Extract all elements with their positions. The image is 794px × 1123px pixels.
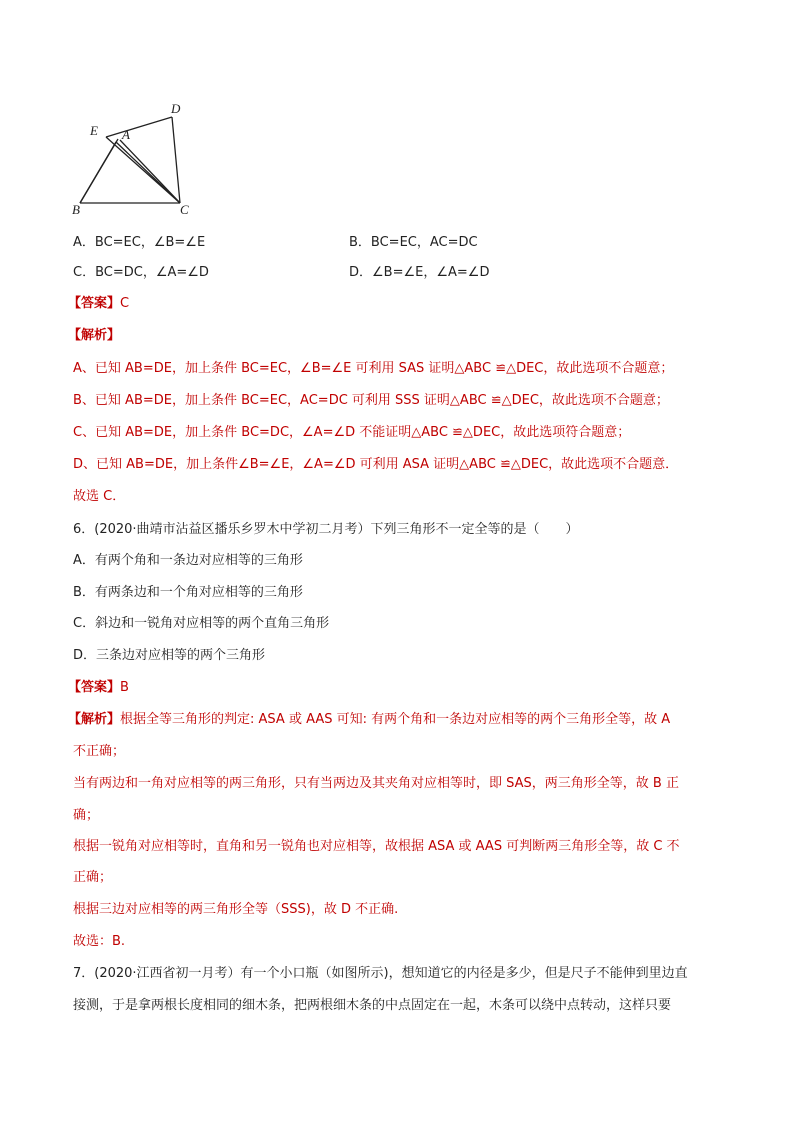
segment-DC <box>172 117 180 203</box>
q7-stem-line: 7．(2020·江西省初一月考）有一个小口瓶（如图所示)，想知道它的内径是多少，但是尺子不能伸到里边直 <box>73 966 688 981</box>
q5-analysis-line: C、已知 AB=DE，加上条件 BC=DC，∠A=∠D 不能证明△ABC ≌△DEC，故此选项符合题意； <box>73 425 631 440</box>
label-E: E <box>90 123 98 138</box>
label-C: C <box>180 202 189 217</box>
q6-option: A．有两个角和一条边对应相等的三角形 <box>73 553 303 568</box>
analysis-text: 根据全等三角形的判定: ASA 或 AAS 可知: 有两个角和一条边对应相等的两个三角形全等，故 A <box>120 712 671 727</box>
label-B: B <box>72 202 80 217</box>
q6-analysis-line: 当有两边和一角对应相等的两三角形，只有当两边及其夹角对应相等时，即 SAS，两三角形全等，故 B 正 <box>73 776 679 791</box>
triangle-figure <box>60 95 210 220</box>
q5-option-b: B．BC=EC，AC=DC <box>349 235 478 250</box>
q6-analysis-line: 正确； <box>73 870 113 885</box>
segment-BA <box>80 142 116 203</box>
q6-analysis-line: 确； <box>73 808 100 823</box>
q6-answer-line <box>68 676 129 695</box>
q5-option-d: D．∠B=∠E，∠A=∠D <box>349 265 490 280</box>
q6-analysis-first-line <box>68 708 670 727</box>
segment-ED <box>106 117 172 137</box>
answer-tag: 【答案】 <box>68 296 121 311</box>
q7-stem-line: 接测，于是拿两根长度相同的细木条，把两根细木条的中点固定在一起，木条可以绕中点转动，这样只要 <box>73 998 672 1013</box>
q6-analysis-line: 根据一锐角对应相等时，直角和另一锐角也对应相等，故根据 ASA 或 AAS 可判断两三角形全等，故 C 不 <box>73 839 680 854</box>
q5-answer-line <box>68 292 129 311</box>
label-D: D <box>171 101 181 116</box>
q6-option: C．斜边和一锐角对应相等的两个直角三角形 <box>73 616 330 631</box>
q6-option: B．有两条边和一个角对应相等的三角形 <box>73 585 303 600</box>
analysis-tag: 【解析】 <box>68 328 121 343</box>
q6-stem: 6．(2020·曲靖市沾益区播乐乡罗木中学初二月考）下列三角形不一定全等的是（ ） <box>73 522 579 537</box>
q5-analysis-line: A、已知 AB=DE，加上条件 BC=EC，∠B=∠E 可利用 SAS 证明△ABC ≌△DEC，故此选项不合题意； <box>73 361 674 376</box>
q5-option-a: A．BC=EC，∠B=∠E <box>73 235 206 250</box>
q5-analysis-line: B、已知 AB=DE，加上条件 BC=EC，AC=DC 可利用 SSS 证明△ABC ≌△DEC，故此选项不合题意； <box>73 393 669 408</box>
q6-analysis-line: 故选：B. <box>73 934 126 949</box>
segment-AC-2 <box>120 140 180 203</box>
q5-analysis-line: 故选 C． <box>73 489 126 504</box>
answer-value: B <box>120 680 129 695</box>
q6-analysis-line: 根据三边对应相等的两三角形全等（SSS)，故 D 不正确. <box>73 902 399 917</box>
q5-option-c: C．BC=DC，∠A=∠D <box>73 265 209 280</box>
answer-tag: 【答案】 <box>68 680 121 695</box>
q6-option: D．三条边对应相等的两个三角形 <box>73 648 266 663</box>
answer-value: C <box>120 296 130 311</box>
analysis-tag: 【解析】 <box>68 712 121 727</box>
q6-analysis-line: 不正确； <box>73 744 126 759</box>
q5-analysis-line: D、已知 AB=DE，加上条件∠B=∠E，∠A=∠D 可利用 ASA 证明△ABC ≌△DEC，故此选项不合题意． <box>73 457 679 472</box>
label-A: A <box>122 127 130 142</box>
